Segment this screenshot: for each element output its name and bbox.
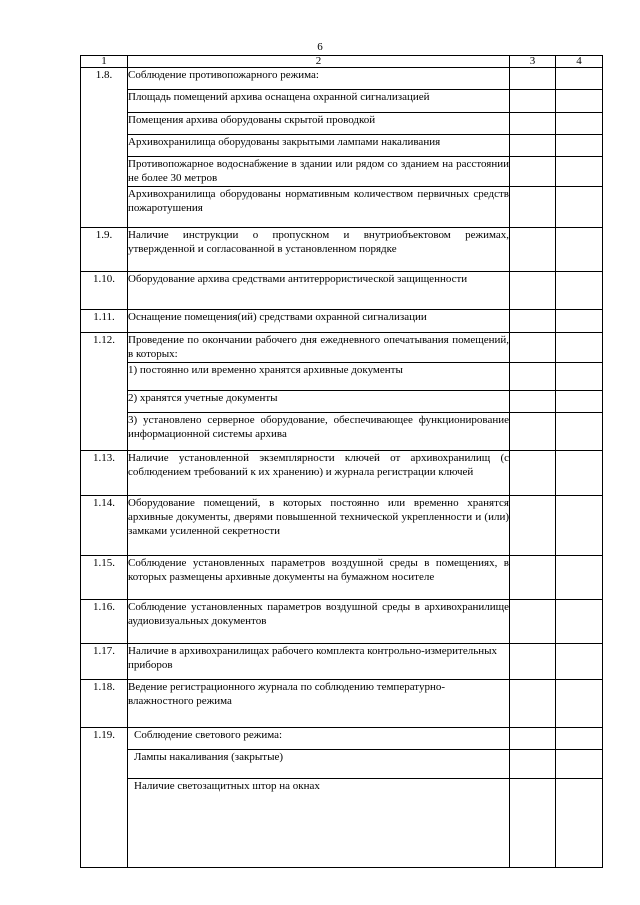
check-cell-3 [510, 228, 556, 272]
row-number: 1.18. [81, 680, 128, 728]
row-number: 1.17. [81, 644, 128, 680]
check-cell-4 [556, 113, 603, 135]
check-cell-3 [510, 779, 556, 868]
table-row [81, 750, 603, 779]
table-row [81, 310, 603, 333]
check-cell-3 [510, 157, 556, 187]
row-description: Ведение регистрационного журнала по соблюдению температурно-влажностного режима [128, 680, 510, 728]
row-description: Соблюдение установленных параметров воздушной среды в архивохранилище аудиовизуальных документов [128, 600, 510, 644]
check-cell-4 [556, 68, 603, 90]
column-header-2: 2 [128, 56, 510, 68]
table-row [81, 90, 603, 113]
row-description: Соблюдение противопожарного режима: [128, 68, 510, 90]
check-cell-3 [510, 680, 556, 728]
check-cell-3 [510, 413, 556, 451]
check-cell-3 [510, 496, 556, 556]
row-number: 1.16. [81, 600, 128, 644]
check-cell-4 [556, 310, 603, 333]
column-header-3: 3 [510, 56, 556, 68]
check-cell-3 [510, 451, 556, 496]
check-cell-4 [556, 363, 603, 391]
check-cell-3 [510, 600, 556, 644]
check-cell-4 [556, 600, 603, 644]
row-description: Проведение по окончании рабочего дня ежедневного опечатывания помещений, в которых: [128, 333, 510, 363]
table-row [81, 496, 603, 556]
row-number: 1.8. [81, 68, 128, 228]
table-row [81, 113, 603, 135]
row-number: 1.14. [81, 496, 128, 556]
table-row [81, 272, 603, 310]
row-description: Помещения архива оборудованы скрытой проводкой [128, 113, 510, 135]
table-row [81, 187, 603, 228]
check-cell-3 [510, 363, 556, 391]
check-cell-4 [556, 90, 603, 113]
table-row [81, 363, 603, 391]
column-header-4: 4 [556, 56, 603, 68]
check-cell-4 [556, 272, 603, 310]
row-number: 1.19. [81, 728, 128, 868]
row-number: 1.9. [81, 228, 128, 272]
row-number: 1.11. [81, 310, 128, 333]
row-description: 2) хранятся учетные документы [128, 391, 510, 413]
check-cell-3 [510, 391, 556, 413]
row-description: Оснащение помещения(ий) средствами охранной сигнализации [128, 310, 510, 333]
row-description: Лампы накаливания (закрытые) [128, 750, 510, 779]
row-description: 1) постоянно или временно хранятся архивные документы [128, 363, 510, 391]
check-cell-4 [556, 556, 603, 600]
check-cell-4 [556, 157, 603, 187]
check-cell-4 [556, 451, 603, 496]
table-row [81, 135, 603, 157]
table-row [81, 157, 603, 187]
check-cell-3 [510, 750, 556, 779]
row-description: Соблюдение светового режима: [128, 728, 510, 750]
check-cell-4 [556, 228, 603, 272]
row-number: 1.12. [81, 333, 128, 451]
check-cell-4 [556, 187, 603, 228]
row-description: Противопожарное водоснабжение в здании или рядом со зданием на расстоянии не более 30 метров [128, 157, 510, 187]
row-description: Наличие инструкции о пропускном и внутриобъектовом режимах, утвержденной и согласованной в установленном порядке [128, 228, 510, 272]
row-description: Наличие установленной экземплярности ключей от архивохранилищ (с соблюдением требований к их хранению) и журнала регистрации ключей [128, 451, 510, 496]
row-description: Оборудование помещений, в которых постоянно или временно хранятся архивные документы, дверями повышенной технической укрепленности и (или) замками усиленной секретности [128, 496, 510, 556]
check-cell-3 [510, 310, 556, 333]
check-cell-3 [510, 90, 556, 113]
check-cell-3 [510, 135, 556, 157]
check-cell-3 [510, 187, 556, 228]
table-row [81, 413, 603, 451]
row-number: 1.13. [81, 451, 128, 496]
check-cell-3 [510, 68, 556, 90]
table-row [81, 391, 603, 413]
check-cell-3 [510, 333, 556, 363]
row-number: 1.10. [81, 272, 128, 310]
row-description: Архивохранилища оборудованы нормативным количеством первичных средств пожаротушения [128, 187, 510, 228]
check-cell-3 [510, 113, 556, 135]
inspection-checklist-table [80, 55, 603, 868]
check-cell-4 [556, 391, 603, 413]
table-row [81, 680, 603, 728]
check-cell-4 [556, 413, 603, 451]
row-number: 1.15. [81, 556, 128, 600]
page-number: 6 [317, 41, 323, 53]
check-cell-3 [510, 644, 556, 680]
table-row [81, 644, 603, 680]
row-description: Оборудование архива средствами антитеррористической защищенности [128, 272, 510, 310]
column-header-1: 1 [81, 56, 128, 68]
table-row [81, 600, 603, 644]
table-row [81, 228, 603, 272]
check-cell-4 [556, 333, 603, 363]
table-row [81, 728, 603, 750]
row-description: Соблюдение установленных параметров воздушной среды в помещениях, в которых размещены архивные документы на бумажном носителе [128, 556, 510, 600]
check-cell-3 [510, 272, 556, 310]
check-cell-4 [556, 779, 603, 868]
row-description: 3) установлено серверное оборудование, обеспечивающее функционирование информационной системы архива [128, 413, 510, 451]
table-row [81, 779, 603, 868]
check-cell-4 [556, 680, 603, 728]
check-cell-4 [556, 135, 603, 157]
check-cell-4 [556, 496, 603, 556]
row-description: Площадь помещений архива оснащена охранной сигнализацией [128, 90, 510, 113]
check-cell-4 [556, 750, 603, 779]
check-cell-4 [556, 644, 603, 680]
check-cell-4 [556, 728, 603, 750]
header-row [81, 56, 603, 68]
row-description: Наличие светозащитных штор на окнах [128, 779, 510, 868]
table-row [81, 556, 603, 600]
table-row [81, 68, 603, 90]
check-cell-3 [510, 556, 556, 600]
table-row [81, 451, 603, 496]
row-description: Наличие в архивохранилищах рабочего комплекта контрольно-измерительных приборов [128, 644, 510, 680]
row-description: Архивохранилища оборудованы закрытыми лампами накаливания [128, 135, 510, 157]
check-cell-3 [510, 728, 556, 750]
table-row [81, 333, 603, 363]
